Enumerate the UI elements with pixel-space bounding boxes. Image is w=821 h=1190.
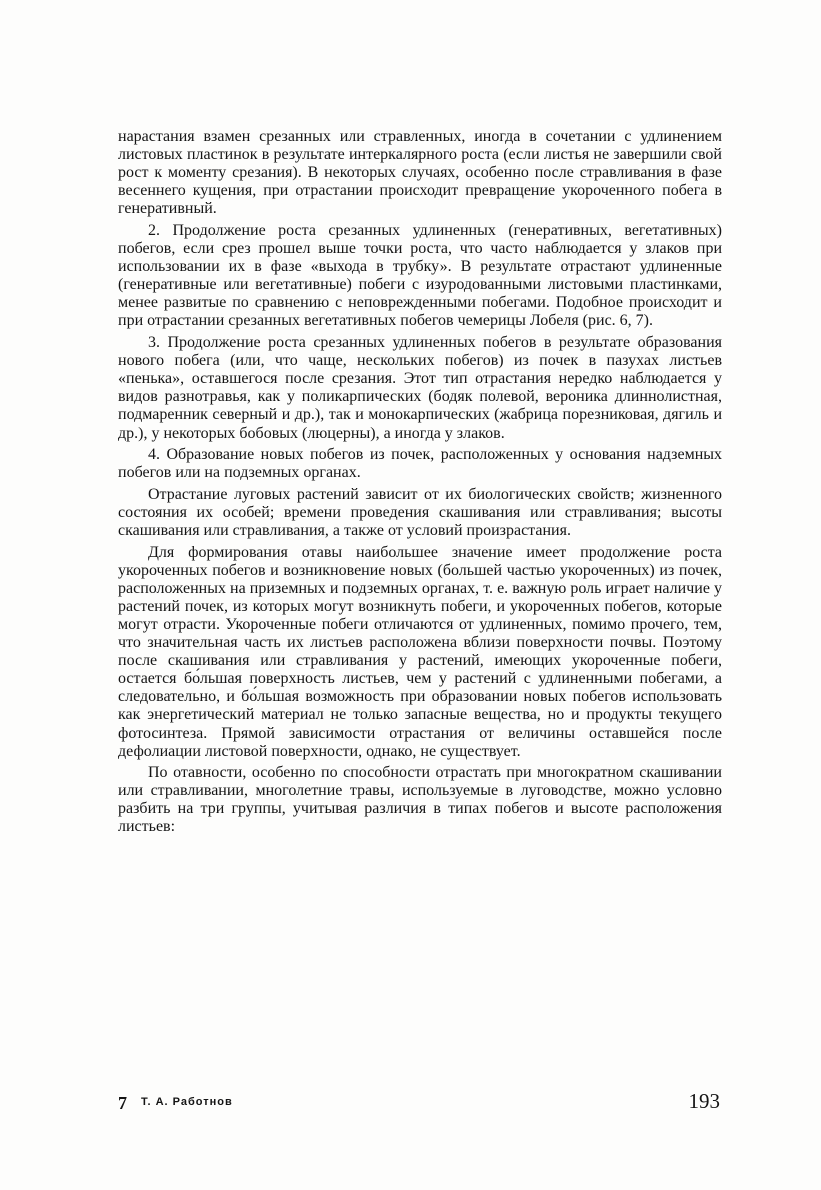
paragraph-item-2: 2. Продолжение роста срезанных удлиненных (генеративных, вегетативных) побегов, если срез прошел выше точки роста, что часто наблюдается у злаков при использовании их в фазе «выхода в трубку». В результате отрастают удлиненные (генеративные или вегетативные) побеги с изуродованными листовыми пластинками, менее развитые по сравнению с неповрежденными побегами. Подобное происходит и при отрастании срезанных вегетативных побегов чемерицы Лобеля (рис. 6, 7). xyxy=(118,221,722,330)
signature-author: Т. А. Работнов xyxy=(141,1096,233,1108)
paragraph-aftermath-formation: Для формирования отавы наибольшее значение имеет продолжение роста укороченных побегов и возникновение новых (большей частью укороченных) из почек, расположенных на приземных и подземных органах, т. е. важную роль играет наличие у растений почек, из которых могут возникнуть побеги, и укороченных побегов, которые могут отрасти. Укороченные побеги отличаются от удлиненных, помимо прочего, тем, что значительная часть их листьев расположена вблизи поверхности почвы. Поэтому после скашивания или стравливания у растений, имеющих укороченные побеги, остается бо́льшая поверхность листьев, чем у растений с удлиненными побегами, а следовательно, и бо́льшая возможность при образовании новых побегов использовать как энергетический материал не только запасные вещества, но и продукты текущего фотосинтеза. Прямой зависимости отрастания от величины оставшейся после дефолиации листовой поверхности, однако, не существует. xyxy=(118,543,722,760)
paragraph-grass-groups: По отавности, особенно по способности отрастать при многократном скашивании или стравливании, многолетние травы, используемые в луговодстве, можно условно разбить на три группы, учитывая различия в типах побегов и высоте расположения листьев: xyxy=(118,764,722,836)
signature-number: 7 xyxy=(118,1093,127,1113)
page-number: 193 xyxy=(688,1089,720,1113)
paragraph-continuation: нарастания взамен срезанных или стравленных, иногда в сочетании с удлинением листовых пластинок в результате интеркалярного роста (если листья не завершили свой рост к моменту срезания). В некоторых случаях, особенно после стравливания в фазе весеннего кущения, при отрастании происходит превращение укороченного побега в генеративный. xyxy=(118,128,722,218)
paragraph-regrowth-factors: Отрастание луговых растений зависит от их биологических свойств; жизненного состояния их особей; времени проведения скашивания или стравливания; высоты скашивания или стравливания, а также от условий произрастания. xyxy=(118,485,722,539)
body-text xyxy=(118,128,722,840)
page-footer xyxy=(118,1089,722,1113)
paragraph-item-4: 4. Образование новых побегов из почек, расположенных у основания надземных побегов или на подземных органах. xyxy=(118,446,722,482)
paragraph-item-3: 3. Продолжение роста срезанных удлиненных побегов в результате образования нового побега (или, что чаще, нескольких побегов) из почек в пазухах листьев «пенька», оставшегося после срезания. Этот тип отрастания нередко наблюдается у видов разнотравья, как у поликарпических (бодяк полевой, вероника длиннолистная, подмаренник северный и др.), так и монокарпических (жабрица порезниковая, дягиль и др.), у некоторых бобовых (люцерны), а иногда у злаков. xyxy=(118,334,722,442)
